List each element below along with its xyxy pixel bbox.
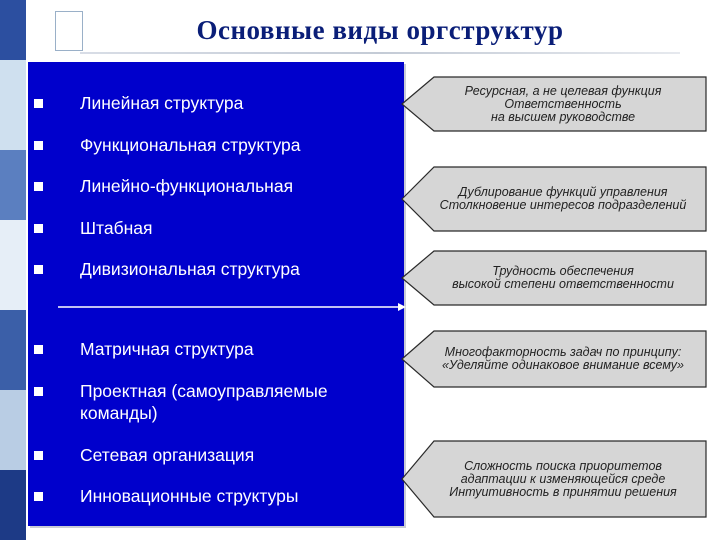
square-bullet-icon	[34, 265, 43, 274]
callout-text	[430, 76, 696, 132]
decorative-corner-square	[56, 12, 82, 50]
callout-line: Трудность обеспечения	[492, 264, 634, 278]
list-item-label: Матричная структура	[80, 339, 254, 359]
title-underline	[80, 52, 680, 54]
list-item-label: Дивизиональная структура	[80, 259, 300, 279]
callout-line: Сложность поиска приоритетов	[464, 458, 662, 473]
square-bullet-icon	[34, 182, 43, 191]
list-item-label: Функциональная структура	[80, 135, 301, 155]
callout-linear-functional	[400, 166, 710, 232]
callout-text	[430, 166, 696, 232]
list-item-label: Сетевая организация	[80, 445, 255, 465]
structures-panel	[28, 62, 404, 526]
callout-text	[430, 330, 696, 388]
callout-line: Столкновение интересов подразделений	[439, 198, 687, 212]
callout-divisional	[400, 250, 710, 306]
square-bullet-icon	[34, 141, 43, 150]
callout-matrix	[400, 330, 710, 388]
callout-line: Дублирование функций управления	[458, 185, 668, 199]
callout-linear	[400, 76, 710, 132]
square-bullet-icon	[34, 224, 43, 233]
callout-line: Интуитивность в принятии решения	[449, 484, 677, 499]
callout-line: высокой степени ответственности	[452, 277, 674, 291]
structures-list	[28, 62, 404, 526]
square-bullet-icon	[34, 99, 43, 108]
square-bullet-icon	[34, 387, 43, 396]
list-item-label: Штабная	[80, 218, 153, 238]
callout-text	[430, 250, 696, 306]
list-item-label: Линейная структура	[80, 93, 244, 113]
arrow-right-icon	[28, 298, 408, 312]
callout-line: Многофакторность задач по принципу:	[444, 345, 682, 359]
callout-line: «Уделяйте одинаковое внимание всему»	[442, 358, 684, 372]
page-title: Основные виды оргструктур	[196, 15, 564, 45]
callout-line: адаптации к изменяющейся среде	[460, 471, 666, 486]
callout-text	[430, 440, 696, 518]
list-item-label: Проектная (самоуправляемые команды)	[80, 381, 328, 423]
square-bullet-icon	[34, 345, 43, 354]
list-item-label: Линейно-функциональная	[80, 176, 294, 196]
list-item-label: Инновационные структуры	[80, 486, 299, 506]
callout-line: Ответственность	[504, 96, 622, 111]
callout-line: Ресурсная, а не целевая функция	[464, 83, 662, 98]
callout-innovative	[400, 440, 710, 518]
square-bullet-icon	[34, 492, 43, 501]
left-decorative-strip	[0, 0, 26, 540]
square-bullet-icon	[34, 451, 43, 460]
callout-line: на высшем руководстве	[490, 109, 636, 124]
